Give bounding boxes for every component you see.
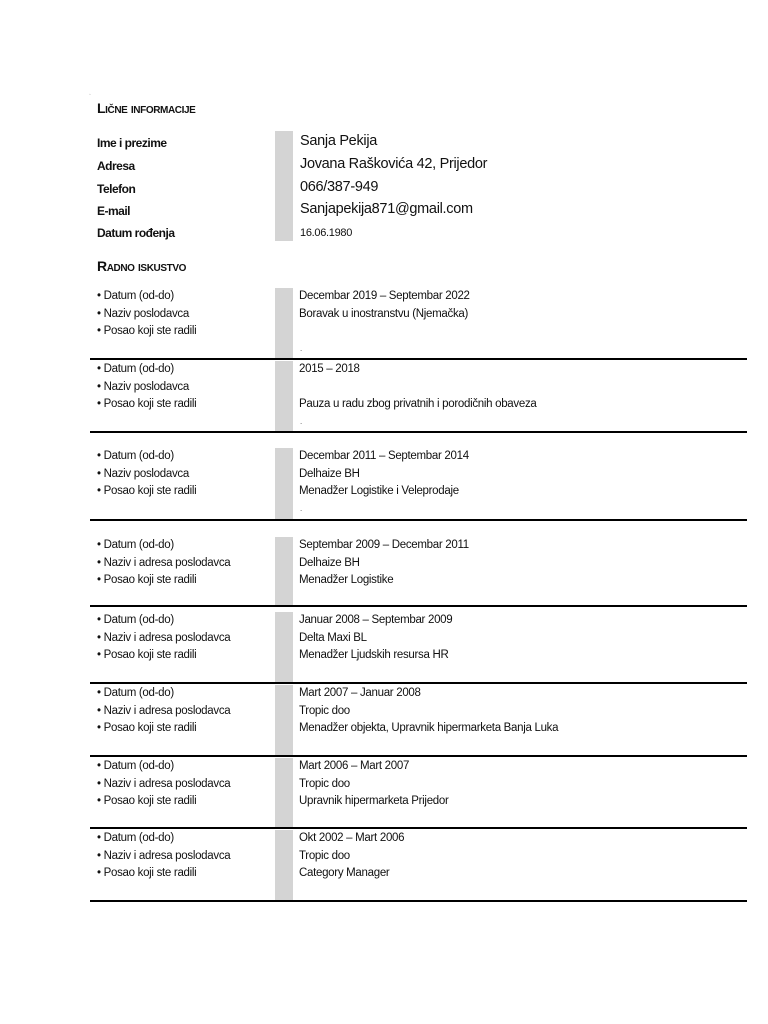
employer-label: • Naziv i adresa poslodavca xyxy=(97,556,231,569)
trailing-dot: . xyxy=(300,343,302,353)
date-label: • Datum (od-do) xyxy=(97,290,174,302)
work-experience-title: Radno iskustvo xyxy=(97,258,186,274)
position-value: Menadžer Logistike i Veleprodaje xyxy=(299,485,459,497)
employer-value: Tropic doo xyxy=(299,849,350,862)
email-label: E-mail xyxy=(97,204,131,218)
employer-value: Boravak u inostranstvu (Njemačka) xyxy=(299,307,469,320)
birthdate-value: 16.06.1980 xyxy=(300,227,353,239)
divider xyxy=(90,358,747,360)
employer-value: Tropic doo xyxy=(299,704,350,717)
personal-row-birthdate xyxy=(97,223,597,245)
employer-label: • Naziv i adresa poslodavca xyxy=(97,849,231,862)
personal-row-email xyxy=(97,201,597,223)
date-label: • Datum (od-do) xyxy=(97,614,174,626)
date-value: Okt 2002 – Mart 2006 xyxy=(299,832,405,844)
job-3-gray-bar xyxy=(275,448,293,520)
divider xyxy=(90,431,747,433)
position-value: Menadžer objekta, Upravnik hipermarketa Banja Luka xyxy=(299,722,559,734)
corner-mark: ◦ xyxy=(89,92,91,98)
email-value: Sanjapekija871@gmail.com xyxy=(300,201,473,217)
address-value: Jovana Raškovića 42, Prijedor xyxy=(300,156,488,172)
position-label: • Posao koji ste radili xyxy=(97,485,197,497)
phone-label: Telefon xyxy=(97,182,136,196)
job-2-gray-bar xyxy=(275,361,293,431)
employer-label: • Naziv poslodavca xyxy=(97,307,189,320)
employer-value: Delta Maxi BL xyxy=(299,631,367,644)
divider xyxy=(90,519,747,521)
birthdate-label: Datum rođenja xyxy=(97,226,175,240)
position-value: Menadžer Logistike xyxy=(299,574,394,586)
position-label: • Posao koji ste radili xyxy=(97,649,197,661)
employer-value xyxy=(299,381,537,399)
position-value: Upravnik hipermarketa Prijedor xyxy=(299,795,449,807)
job-5-gray-bar xyxy=(275,612,293,682)
date-value: Decembar 2011 – Septembar 2014 xyxy=(299,450,469,462)
personal-row-phone xyxy=(97,179,597,201)
job-4-gray-bar xyxy=(275,537,293,605)
employer-value: Delhaize BH xyxy=(299,467,360,480)
employer-value: Delhaize BH xyxy=(299,556,360,569)
employer-label: • Naziv i adresa poslodavca xyxy=(97,704,231,717)
divider xyxy=(90,827,747,829)
trailing-dot: . xyxy=(300,416,302,426)
employer-value: Tropic doo xyxy=(299,777,350,790)
phone-value: 066/387-949 xyxy=(300,179,379,195)
position-label: • Posao koji ste radili xyxy=(97,795,197,807)
divider xyxy=(90,755,747,757)
job-7-gray-bar xyxy=(275,758,293,828)
divider xyxy=(90,900,747,902)
job-1-gray-bar xyxy=(275,288,293,358)
job-8-gray-bar xyxy=(275,830,293,900)
personal-info-title: Lične informacije xyxy=(97,100,196,116)
employer-label: • Naziv poslodavca xyxy=(97,467,189,480)
position-value: Pauza u radu zbog privatnih i porodičnih obaveza xyxy=(299,398,537,410)
date-label: • Datum (od-do) xyxy=(97,539,174,551)
date-value: Januar 2008 – Septembar 2009 xyxy=(299,614,453,626)
personal-row-name xyxy=(97,133,597,155)
date-label: • Datum (od-do) xyxy=(97,363,174,375)
date-value: Septembar 2009 – Decembar 2011 xyxy=(299,539,469,551)
personal-row-address xyxy=(97,156,597,178)
position-label: • Posao koji ste radili xyxy=(97,398,197,410)
position-value: Category Manager xyxy=(299,867,390,879)
date-label: • Datum (od-do) xyxy=(97,450,174,462)
divider xyxy=(90,682,747,684)
date-label: • Datum (od-do) xyxy=(97,832,174,844)
name-value: Sanja Pekija xyxy=(300,133,378,149)
employer-label: • Naziv i adresa poslodavca xyxy=(97,777,231,790)
date-value: Mart 2006 – Mart 2007 xyxy=(299,760,410,772)
address-label: Adresa xyxy=(97,159,135,173)
trailing-dot: . xyxy=(300,503,302,513)
employer-label: • Naziv i adresa poslodavca xyxy=(97,631,231,644)
date-value: Mart 2007 – Januar 2008 xyxy=(299,687,421,699)
position-label: • Posao koji ste radili xyxy=(97,867,197,879)
date-label: • Datum (od-do) xyxy=(97,687,174,699)
position-label: • Posao koji ste radili xyxy=(97,722,197,734)
position-value: Menadžer Ljudskih resursa HR xyxy=(299,649,449,661)
name-label: Ime i prezime xyxy=(97,136,167,150)
date-value: Decembar 2019 – Septembar 2022 xyxy=(299,290,470,302)
date-value: 2015 – 2018 xyxy=(299,363,360,375)
job-6-gray-bar xyxy=(275,685,293,755)
position-value xyxy=(299,325,470,343)
employer-label: • Naziv poslodavca xyxy=(97,380,189,393)
position-label: • Posao koji ste radili xyxy=(97,574,197,586)
divider xyxy=(90,605,747,607)
date-label: • Datum (od-do) xyxy=(97,760,174,772)
position-label: • Posao koji ste radili xyxy=(97,325,197,337)
